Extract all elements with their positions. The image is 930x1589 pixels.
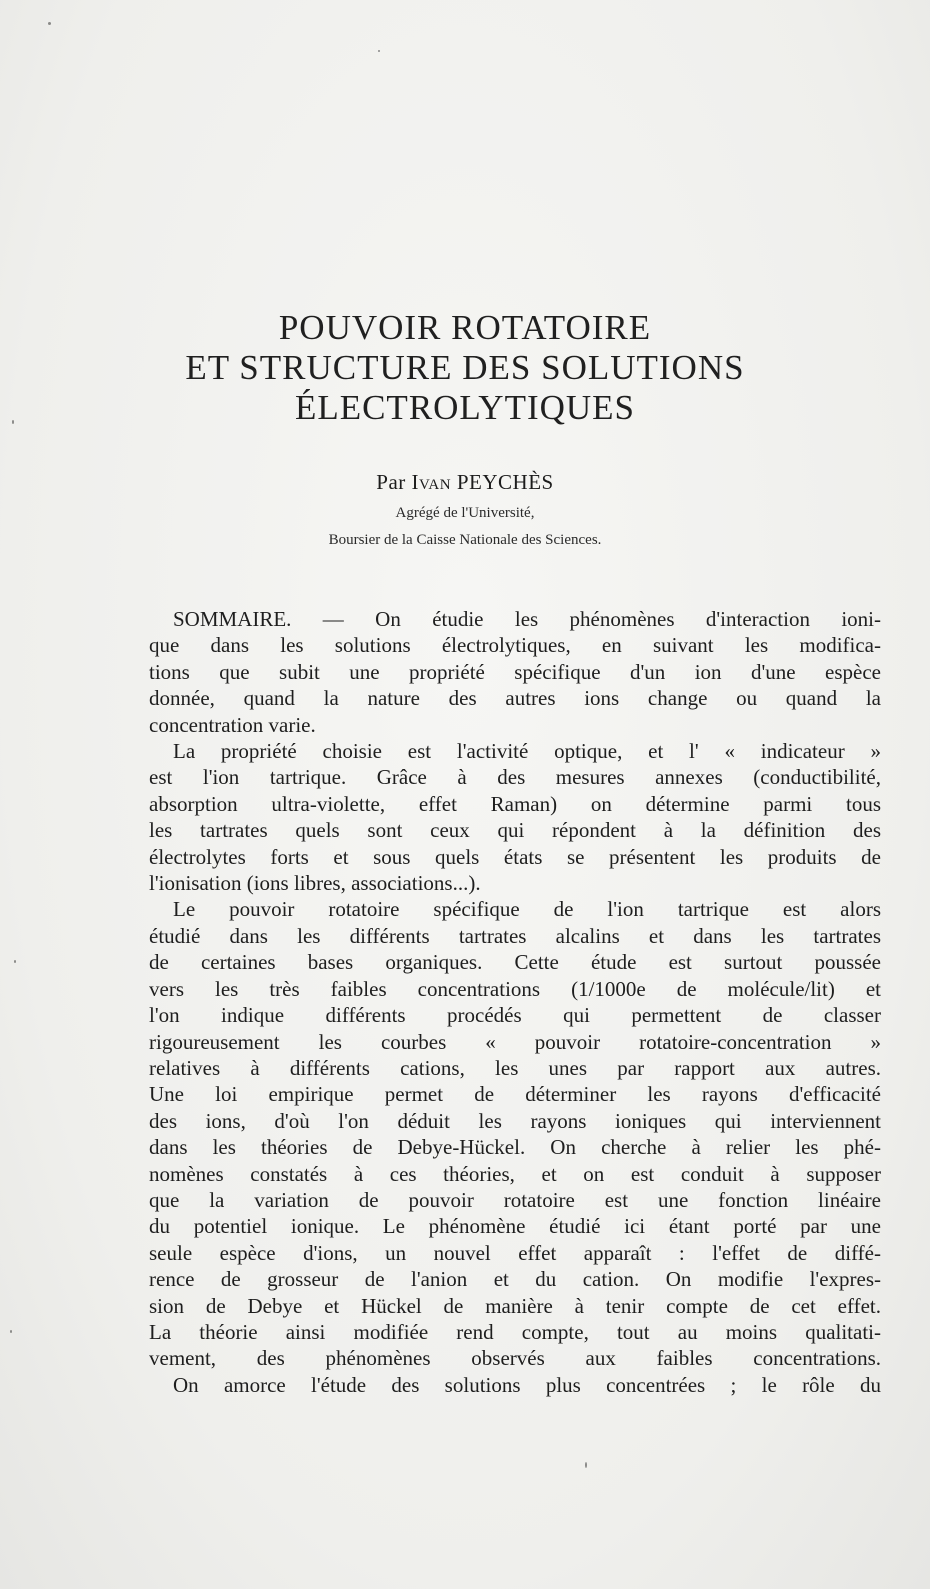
- article-title: [0, 308, 930, 428]
- text-line: seule espèce d'ions, un nouvel effet apparaît : l'effet de diffé-: [149, 1240, 881, 1265]
- text-line: des ions, d'où l'on déduit les rayons ioniques qui interviennent: [149, 1108, 881, 1133]
- author-affiliation-1: Agrégé de l'Université,: [395, 505, 535, 521]
- author-line: [0, 470, 930, 495]
- text-line: rence de grosseur de l'anion et du cation. On modifie l'expres-: [149, 1267, 881, 1292]
- text-line: absorption ultra-violette, effet Raman) on détermine parmi tous: [149, 791, 881, 816]
- text-line: SOMMAIRE. — On étudie les phénomènes d'interaction ioni-: [173, 607, 881, 631]
- scan-speck: [10, 1330, 12, 1333]
- scan-speck: [585, 1462, 587, 1468]
- author-affiliation-2: Boursier de la Caisse Nationale des Sciences.: [328, 532, 602, 548]
- text-line: sion de Debye et Hückel de manière à tenir compte de cet effet.: [149, 1293, 881, 1318]
- text-line: de certaines bases organiques. Cette étude est surtout poussée: [149, 950, 881, 975]
- text-line: que dans les solutions électrolytiques, en suivant les modifica-: [149, 633, 881, 658]
- text-line: Une loi empirique permet de déterminer les rayons d'efficacité: [149, 1082, 881, 1107]
- scan-speck: [48, 22, 51, 25]
- text-line: concentration varie.: [149, 712, 316, 737]
- text-line: La propriété choisie est l'activité optique, et l' « indicateur »: [173, 739, 881, 764]
- text-line: l'ionisation (ions libres, associations...).: [149, 871, 481, 896]
- text-line: que la variation de pouvoir rotatoire est une fonction linéaire: [149, 1187, 881, 1212]
- text-line: On amorce l'étude des solutions plus concentrées ; le rôle du: [173, 1372, 881, 1397]
- text-line: donnée, quand la nature des autres ions change ou quand la: [149, 686, 881, 711]
- text-line: est l'ion tartrique. Grâce à des mesures annexes (conductibilité,: [149, 765, 881, 790]
- author-firstname: Ivan: [411, 470, 452, 494]
- text-line: les tartrates quels sont ceux qui répondent à la définition des: [149, 818, 881, 843]
- scan-speck: [12, 420, 14, 424]
- text-line: étudié dans les différents tartrates alcalins et dans les tartrates: [149, 923, 881, 948]
- scan-speck: [378, 50, 380, 52]
- text-line: électrolytes forts et sous quels états se présentent les produits de: [149, 844, 881, 869]
- author-prefix: Par: [376, 470, 406, 494]
- text-line: tions que subit une propriété spécifique d'un ion d'une espèce: [149, 659, 881, 684]
- text-line: vers les très faibles concentrations (1/1000e de molécule/lit) et: [149, 976, 881, 1001]
- title-line-3: ÉLECTROLYTIQUES: [294, 388, 636, 427]
- title-line-1: POUVOIR ROTATOIRE: [278, 308, 652, 347]
- abstract-text: [149, 606, 881, 1398]
- scan-speck: [14, 960, 16, 963]
- text-line: Le pouvoir rotatoire spécifique de l'ion tartrique est alors: [173, 897, 881, 922]
- text-line: du potentiel ionique. Le phénomène étudié ici étant porté par une: [149, 1214, 881, 1239]
- text-line: vement, des phénomènes observés aux faibles concentrations.: [149, 1346, 881, 1371]
- text-line: l'on indique différents procédés qui permettent de classer: [149, 1003, 881, 1028]
- author-surname: PEYCHÈS: [456, 470, 554, 494]
- text-line: relatives à différents cations, les unes par rapport aux autres.: [149, 1055, 881, 1080]
- title-line-2: ET STRUCTURE DES SOLUTIONS: [185, 348, 745, 387]
- text-line: La théorie ainsi modifiée rend compte, tout au moins qualitati-: [149, 1319, 881, 1344]
- text-line: nomènes constatés à ces théories, et on est conduit à supposer: [149, 1161, 881, 1186]
- text-line: rigoureusement les courbes « pouvoir rotatoire-concentration »: [149, 1029, 881, 1054]
- text-line: dans les théories de Debye-Hückel. On cherche à relier les phé-: [149, 1135, 881, 1160]
